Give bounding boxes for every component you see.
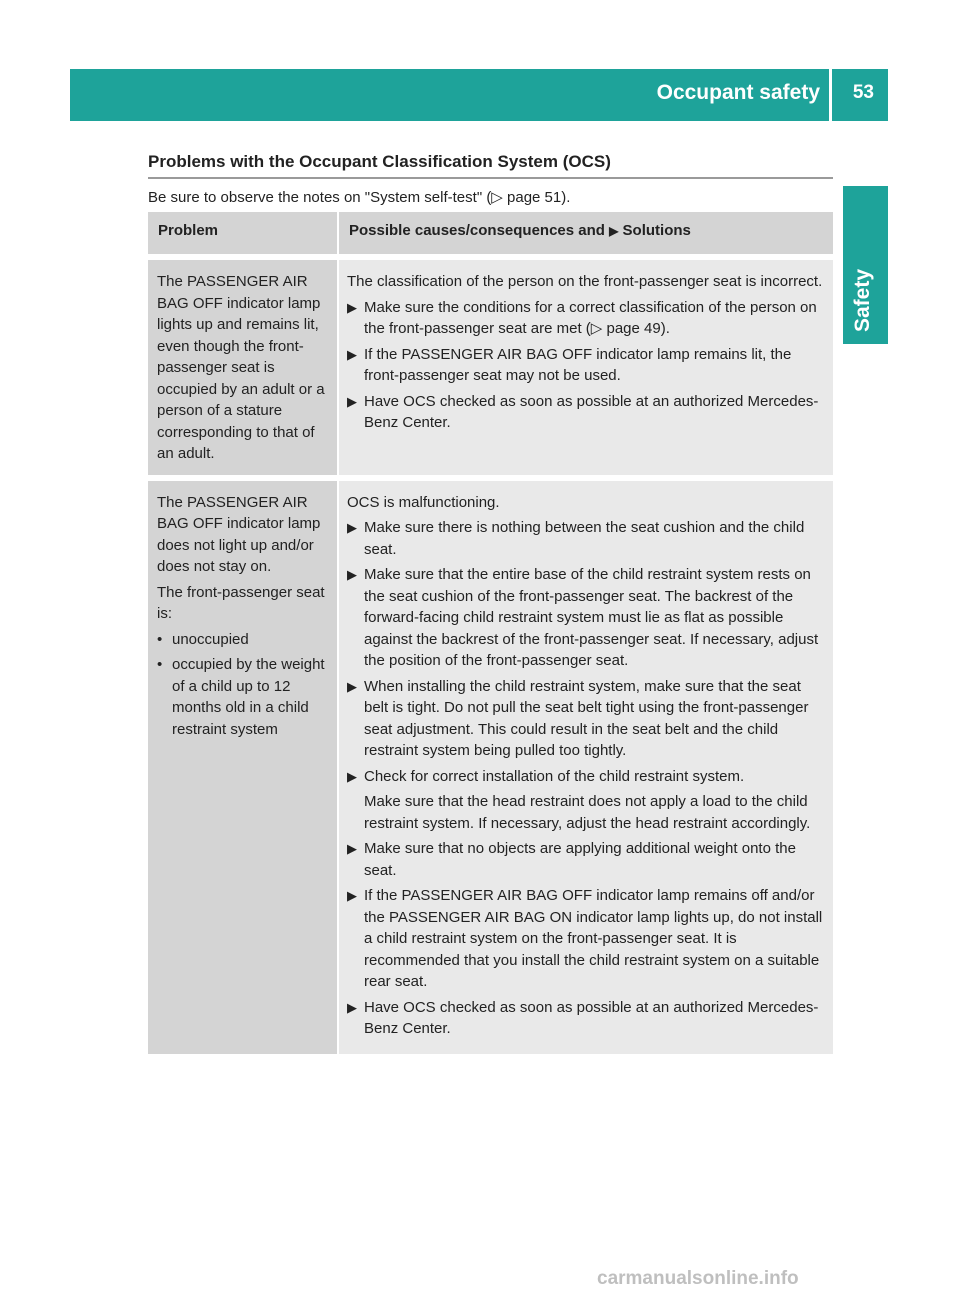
step-text: Make sure that no objects are applying additional weight onto the seat.: [364, 840, 796, 879]
list-item: [157, 629, 331, 651]
watermark: carmanualsonline.info: [597, 1268, 799, 1289]
step-item: [347, 885, 825, 993]
arrow-right-icon: ▶: [347, 678, 357, 694]
step-text: If the PASSENGER AIR BAG OFF indicator lamp remains lit, the front-passenger seat may not be used.: [364, 345, 792, 384]
problem-subtext: The front-passenger seat is:: [157, 583, 325, 622]
page-header: [70, 69, 888, 121]
step-item: [347, 344, 825, 387]
step-text: Make sure that the entire base of the child restraint system rests on the seat cushion of the front-passenger seat. The backrest of the forward-facing child restraint system must lie as flat as possible against the backrest of the front-passenger seat. If necessary, adjust the position of the front-passenger seat.: [364, 566, 819, 669]
cause-text: OCS is malfunctioning.: [347, 493, 500, 511]
step-text: Have OCS checked as soon as possible at an authorized Mercedes-Benz Center.: [364, 998, 819, 1037]
problem-text: The PASSENGER AIR BAG OFF indicator lamp does not light up and/or does not stay on.: [157, 493, 321, 575]
step-text: If the PASSENGER AIR BAG OFF indicator lamp remains off and/or the PASSENGER AIR BAG ON indicator lamp lights up, do not install a child restraint system on the front-passenger seat. It is recommended that you install the child restraint system on a suitable rear seat.: [364, 887, 823, 990]
side-tab-label-wrap: [851, 254, 881, 344]
step-item: [347, 766, 825, 788]
header-solutions-pre: Possible causes/consequences and: [349, 222, 605, 239]
step-text: When installing the child restraint system, make sure that the seat belt is tight. Do not pull the seat belt tight using the front-passenger seat adjustment. This could result in the seat belt and the child restraint system being pulled too tightly.: [364, 677, 809, 759]
arrow-right-icon: ▶: [609, 224, 619, 238]
intro-text: Be sure to observe the notes on "System self-test" (▷ page 51).: [148, 189, 571, 206]
list-item: [157, 654, 331, 740]
arrow-right-icon: ▶: [347, 346, 357, 362]
arrow-right-icon: ▶: [347, 393, 357, 409]
header-problem: Problem: [148, 212, 339, 254]
step-item: [347, 676, 825, 762]
arrow-right-icon: ▶: [347, 299, 357, 315]
arrow-right-icon: ▶: [347, 768, 357, 784]
step-text: Have OCS checked as soon as possible at an authorized Mercedes-Benz Center.: [364, 392, 819, 431]
bullet-text: unoccupied: [172, 630, 249, 648]
section-title: Problems with the Occupant Classification System (OCS): [148, 152, 611, 171]
arrow-right-icon: ▶: [347, 520, 357, 535]
solution-cell: [339, 481, 833, 1054]
page-number: 53: [852, 82, 874, 103]
bullet-icon: •: [157, 630, 163, 648]
table-row: [148, 260, 833, 475]
arrow-right-icon: ▶: [347, 567, 357, 582]
arrow-right-icon: ▶: [347, 888, 357, 903]
bullet-icon: •: [157, 656, 163, 673]
step-note: Make sure that the head restraint does not apply a load to the child restraint system. If necessary, adjust the head restraint accordingly.: [364, 793, 811, 832]
table-header-row: [148, 212, 833, 254]
bullet-text: occupied by the weight of a child up to 12 months old in a child restraint system: [172, 656, 325, 738]
header-solutions: [339, 212, 833, 254]
problem-cell: The PASSENGER AIR BAG OFF indicator lamp lights up and remains lit, even though the front-passenger seat is occupied by an adult or a person of a stature corresponding to that of an adult.: [148, 260, 339, 475]
side-tab-label: Safety: [851, 268, 874, 332]
step-item: [347, 391, 825, 434]
header-divider: [829, 69, 832, 121]
step-item: [347, 997, 825, 1040]
step-item: [347, 297, 825, 340]
section-divider: [148, 177, 833, 179]
header-solutions-post: Solutions: [622, 222, 691, 239]
step-item: [347, 517, 825, 560]
step-text: Make sure there is nothing between the seat cushion and the child seat.: [364, 519, 805, 558]
cause-text: The classification of the person on the front-passenger seat is incorrect.: [347, 273, 823, 290]
step-text: Check for correct installation of the child restraint system.: [364, 767, 745, 785]
solution-cell: [339, 260, 833, 475]
arrow-right-icon: ▶: [347, 999, 357, 1015]
table-row: [148, 481, 833, 1054]
step-text: Make sure the conditions for a correct classification of the person on the front-passenger seat are met (▷ page 49).: [364, 298, 817, 337]
problem-cell: [148, 481, 339, 1054]
step-item: [347, 838, 825, 881]
troubleshooting-table: [148, 212, 833, 1054]
step-item: [347, 564, 825, 672]
arrow-right-icon: ▶: [347, 841, 357, 856]
chapter-title: Occupant safety: [656, 81, 820, 104]
